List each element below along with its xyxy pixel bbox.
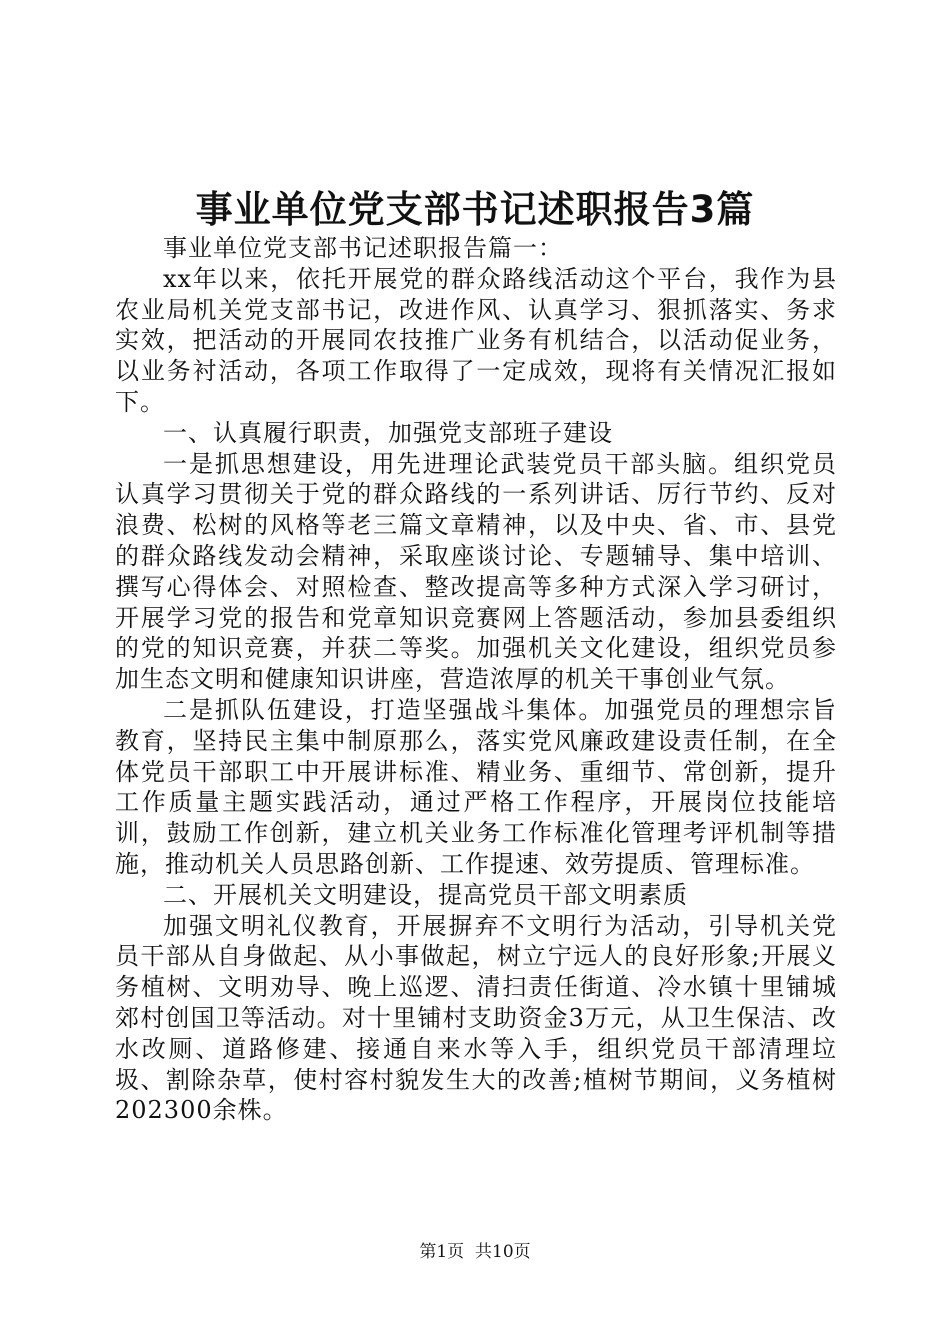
section-heading-2: 二、开展机关文明建设，提高党员干部文明素质 [163, 880, 688, 909]
paragraph-civilization-building: 加强文明礼仪教育，开展摒弃不文明行为活动，引导机关党员干部从自身做起、从小事做起，树立宁远人的良好形象;开展义务植树、文明劝导、晚上巡逻、清扫责任街道、冷水镇十里铺城郊村创国卫等活动。对十里铺村支助资金3万元，从卫生保洁、改水改厕、道路修建、接通自来水等入手，组织党员干部清理垃圾、割除杂草，使村容村貌发生大的改善;植树节期间，义务植树202300余株。 [115, 911, 837, 1125]
total-pages: 共10页 [475, 1242, 531, 1262]
section-heading-1: 一、认真履行职责，加强党支部班子建设 [163, 418, 613, 447]
paragraph-intro: xx年以来，依托开展党的群众路线活动这个平台，我作为县农业局机关党支部书记，改进作风、认真学习、狠抓落实、务求实效，把活动的开展同农技推广业务有机结合，以活动促业务，以业务衬活动，各项工作取得了一定成效，现将有关情况汇报如下。 [115, 264, 837, 416]
paragraph-heading-part-one: 事业单位党支部书记述职报告篇一： [163, 234, 563, 262]
page-footer [0, 1240, 950, 1264]
document-body [115, 233, 837, 1126]
paragraph-team-building: 二是抓队伍建设，打造坚强战斗集体。加强党员的理想宗旨教育，坚持民主集中制原那么，落实党风廉政建设责任制，在全体党员干部职工中开展讲标准、精业务、重细节、常创新，提升工作质量主题实践活动，通过严格工作程序，开展岗位技能培训，鼓励工作创新，建立机关业务工作标准化管理考评机制等措施，推动机关人员思路创新、工作提速、效劳提质、管理标准。 [115, 695, 837, 878]
paragraph-ideological-building: 一是抓思想建设，用先进理论武装党员干部头脑。组织党员认真学习贯彻关于党的群众路线的一系列讲话、厉行节约、反对浪费、松树的风格等老三篇文章精神，以及中央、省、市、县党的群众路线发动会精神，采取座谈讨论、专题辅导、集中培训、撰写心得体会、对照检查、整改提高等多种方式深入学习研讨，开展学习党的报告和党章知识竞赛网上答题活动，参加县委组织的党的知识竞赛，并获二等奖。加强机关文化建设，组织党员参加生态文明和健康知识讲座，营造浓厚的机关干事创业气氛。 [115, 449, 837, 694]
document-title: 事业单位党支部书记述职报告3篇 [195, 188, 755, 231]
page-number: 第1页 [419, 1242, 465, 1262]
